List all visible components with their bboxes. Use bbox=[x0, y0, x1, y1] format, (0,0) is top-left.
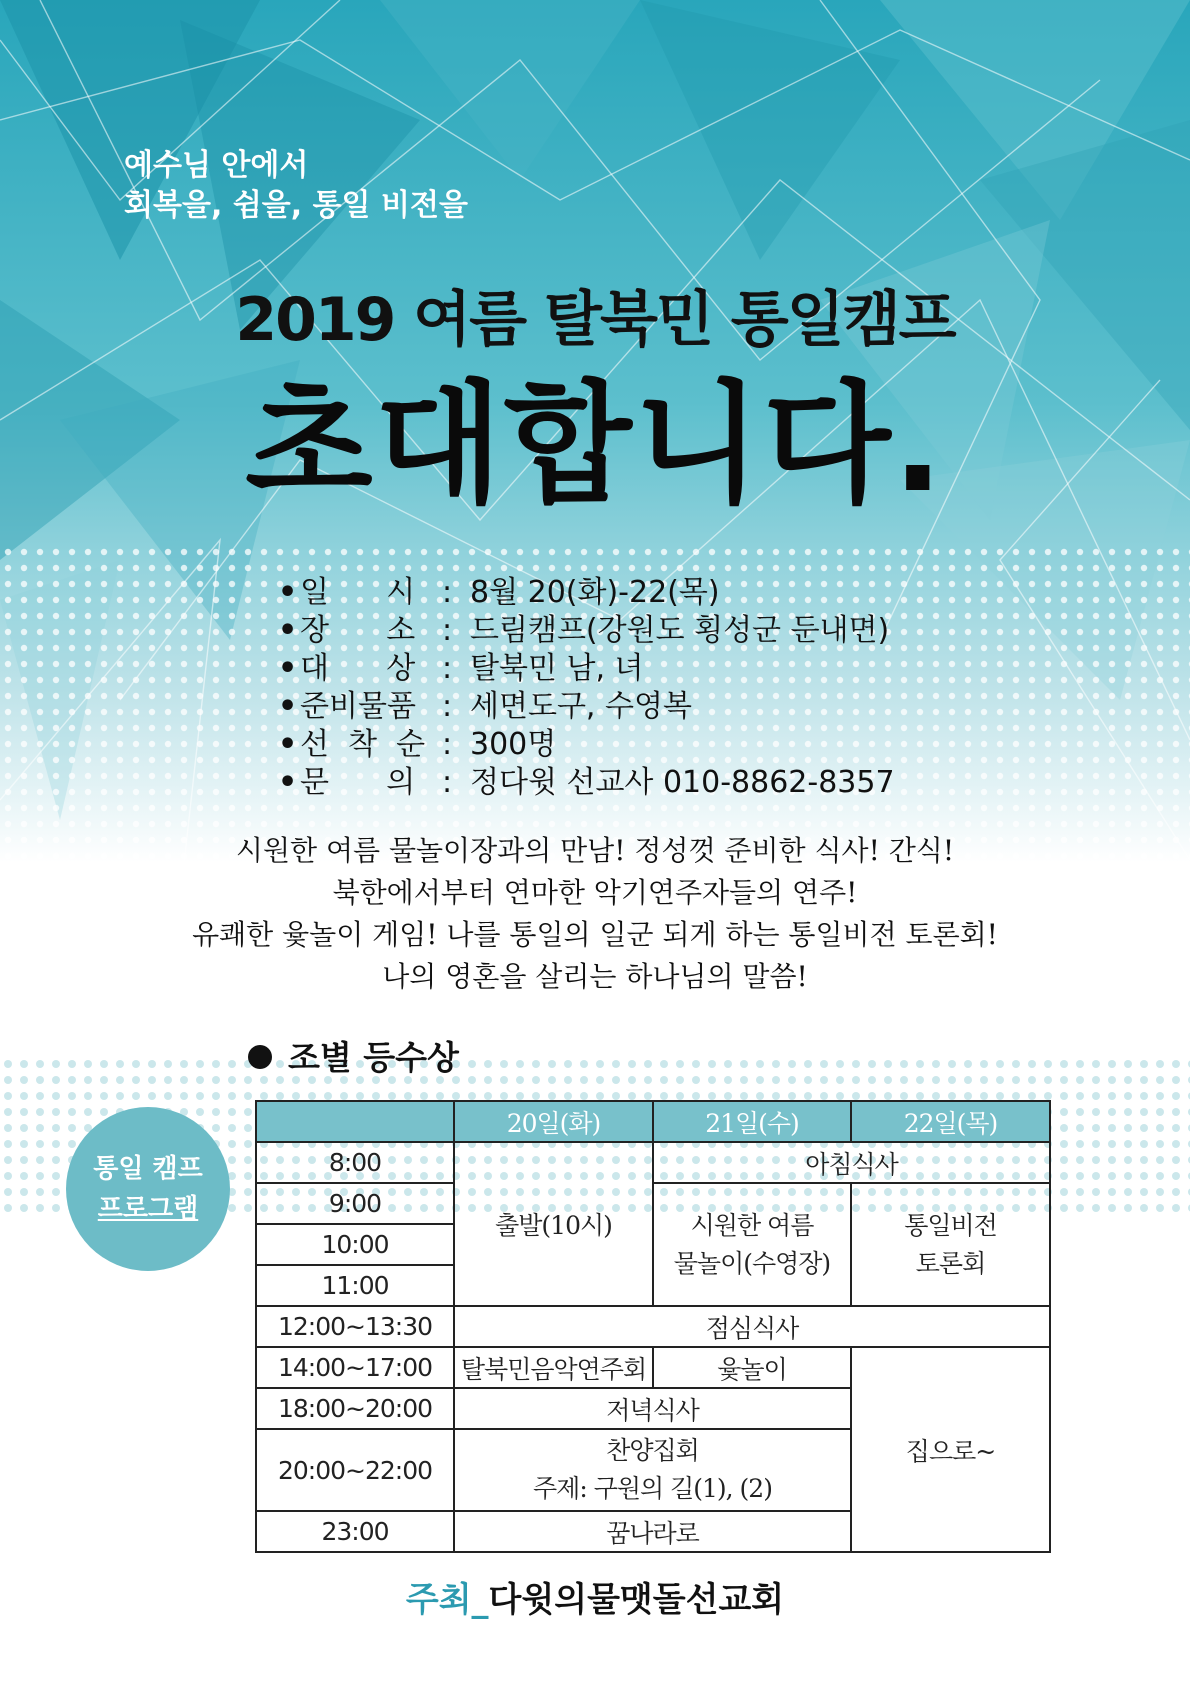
info-row-place bbox=[278, 612, 895, 650]
departure-cell: 출발(10시) bbox=[454, 1142, 653, 1306]
vision-cell bbox=[851, 1183, 1050, 1306]
invitation-headline: 초대합니다. bbox=[245, 368, 945, 522]
badge-line-1: 통일 캠프 bbox=[93, 1154, 203, 1184]
lunch-cell: 점심식사 bbox=[454, 1306, 1050, 1347]
home-cell: 집으로~ bbox=[851, 1347, 1050, 1552]
breakfast-cell: 아침식사 bbox=[653, 1142, 1050, 1183]
tagline-line-2: 회복을, 쉼을, 통일 비전을 bbox=[124, 188, 468, 223]
description-line: 북한에서부터 연마한 악기연주자들의 연주! bbox=[332, 876, 858, 909]
bullet-icon: • bbox=[278, 613, 298, 648]
info-value: 드림캠프(강원도 횡성군 둔내면) bbox=[470, 613, 890, 648]
tagline bbox=[124, 146, 468, 226]
bullet-icon: • bbox=[278, 765, 298, 800]
info-separator: : bbox=[442, 689, 453, 724]
info-row-target bbox=[278, 650, 895, 688]
yut-cell: 윷놀이 bbox=[653, 1347, 851, 1388]
time-cell: 10:00 bbox=[256, 1224, 454, 1265]
bullet-icon: • bbox=[278, 727, 298, 762]
schedule-row bbox=[256, 1306, 1050, 1347]
time-cell: 12:00~13:30 bbox=[256, 1306, 454, 1347]
worship-line-2: 주제: 구원의 길(1), (2) bbox=[533, 1474, 772, 1503]
program-description bbox=[0, 830, 1190, 998]
time-cell: 8:00 bbox=[256, 1142, 454, 1183]
info-value: 8월 20(화)-22(목) bbox=[470, 575, 720, 610]
info-label: 문 의 bbox=[300, 765, 416, 800]
sleep-cell: 꿈나라로 bbox=[454, 1511, 851, 1552]
info-row-capacity bbox=[278, 726, 895, 764]
section-title: 조별 등수상 bbox=[288, 1038, 459, 1077]
dinner-cell: 저녁식사 bbox=[454, 1388, 851, 1429]
info-label: 일 시 bbox=[300, 575, 416, 610]
time-cell: 9:00 bbox=[256, 1183, 454, 1224]
bullet-icon: • bbox=[278, 689, 298, 724]
bullet-circle-icon bbox=[248, 1045, 272, 1069]
info-row-contact bbox=[278, 764, 895, 802]
info-value: 300명 bbox=[470, 727, 557, 762]
swim-line-1: 시원한 여름 bbox=[690, 1210, 814, 1240]
time-cell: 23:00 bbox=[256, 1511, 454, 1552]
description-line: 유쾌한 윷놀이 게임! 나를 통일의 일군 되게 하는 통일비전 토론회! bbox=[192, 918, 998, 951]
badge-line-2: 프로그램 bbox=[97, 1194, 199, 1224]
time-cell: 11:00 bbox=[256, 1265, 454, 1306]
header-day-1: 20일(화) bbox=[454, 1101, 653, 1142]
bullet-icon: • bbox=[278, 575, 298, 610]
header-day-3: 22일(목) bbox=[851, 1101, 1050, 1142]
info-separator: : bbox=[442, 613, 453, 648]
schedule-row bbox=[256, 1142, 1050, 1183]
swim-cell bbox=[653, 1183, 851, 1306]
schedule-header-row bbox=[256, 1101, 1050, 1142]
bullet-icon: • bbox=[278, 651, 298, 686]
host-label: 주최_ bbox=[405, 1580, 489, 1620]
info-separator: : bbox=[442, 765, 453, 800]
host-footer bbox=[0, 1572, 1190, 1621]
info-separator: : bbox=[442, 575, 453, 610]
event-title: 2019 여름 탈북민 통일캠프 bbox=[235, 285, 955, 355]
info-value: 정다윗 선교사 010-8862-8357 bbox=[470, 765, 895, 800]
vision-line-2: 토론회 bbox=[915, 1248, 986, 1278]
time-cell: 14:00~17:00 bbox=[256, 1347, 454, 1388]
schedule-row bbox=[256, 1183, 1050, 1224]
info-label: 준비물품 bbox=[300, 689, 416, 724]
info-row-date bbox=[278, 574, 895, 612]
program-badge bbox=[66, 1107, 230, 1271]
header-day-2: 21일(수) bbox=[653, 1101, 851, 1142]
time-cell: 18:00~20:00 bbox=[256, 1388, 454, 1429]
info-separator: : bbox=[442, 651, 453, 686]
schedule-row bbox=[256, 1347, 1050, 1388]
worship-cell bbox=[454, 1429, 851, 1511]
concert-cell: 탈북민음악연주회 bbox=[454, 1347, 653, 1388]
event-info-list bbox=[278, 574, 895, 802]
description-line: 나의 영혼을 살리는 하나님의 말씀! bbox=[382, 960, 808, 993]
info-separator: : bbox=[442, 727, 453, 762]
info-value: 세면도구, 수영복 bbox=[470, 689, 692, 724]
tagline-line-1: 예수님 안에서 bbox=[124, 148, 309, 183]
section-heading bbox=[248, 1032, 459, 1079]
info-value: 탈북민 남, 녀 bbox=[470, 651, 644, 686]
vision-line-1: 통일비전 bbox=[904, 1210, 997, 1240]
worship-line-1: 찬양집회 bbox=[606, 1436, 699, 1465]
time-cell: 20:00~22:00 bbox=[256, 1429, 454, 1511]
host-name: 다윗의물맷돌선교회 bbox=[488, 1580, 785, 1620]
info-row-supplies bbox=[278, 688, 895, 726]
schedule-table bbox=[255, 1100, 1051, 1553]
description-line: 시원한 여름 물놀이장과의 만남! 정성껏 준비한 식사! 간식! bbox=[235, 834, 955, 867]
info-label: 장 소 bbox=[300, 613, 416, 648]
info-label: 선 착 순 bbox=[300, 727, 426, 762]
header-empty-cell bbox=[256, 1101, 454, 1142]
info-label: 대 상 bbox=[300, 651, 416, 686]
swim-line-2: 물놀이(수영장) bbox=[673, 1248, 831, 1278]
